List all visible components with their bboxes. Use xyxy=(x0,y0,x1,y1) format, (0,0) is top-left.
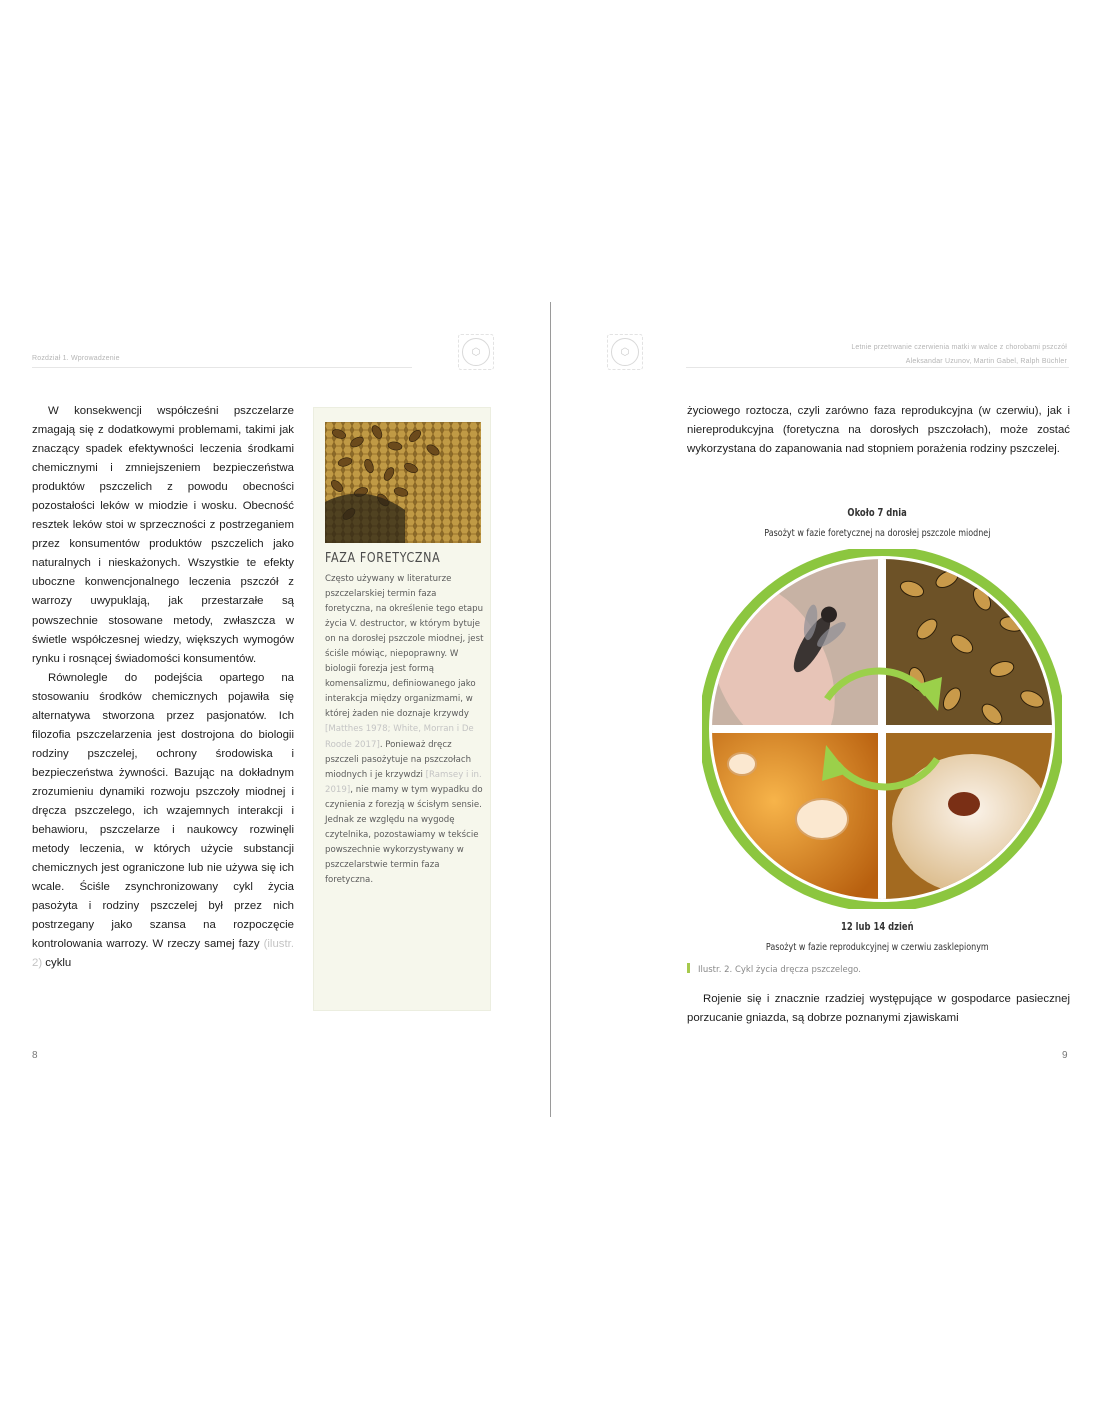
caption-marker xyxy=(687,963,690,973)
hexagon-icon: ⬡ xyxy=(471,346,481,358)
figure-reference: (ilustr. 2) xyxy=(32,938,294,970)
citation-2: [Ramsey i in. 2019] xyxy=(325,769,482,795)
bees-on-honeycomb-photo xyxy=(325,422,481,543)
varroa-mite xyxy=(948,792,980,816)
paragraph-text: Równolegle do podejścia opartego na stosowaniu środków chemicznych pojawiła się alternatywa stworzona przez pasjonatów. Ich filozofia pszczelarzenia jest dostrojona do biologii rodziny pszczelej, ochrony środowiska i bezpieczeństwa żywności. Bazując na dokładnym zrozumieniu dynamiki rozwoju pszczoły miodnej i dręcza pszczelego, ich wzajemnych interakcji i behawioru, pszczelarze i naukowcy rozwinęli metody leczenia, w których użycie substancji chemicznych jest ograniczone lub nie używa się ich wcale. Ściśle zsynchronizowany cykl życia pasożyta i rodziny pszczelej był przez nich postrzegany jako szansa na rozpoczęcie kontrolowania warrozy. W rzeczy samej fazy xyxy=(32,671,294,951)
right-header-rule xyxy=(686,367,1069,368)
right-page-number: 9 xyxy=(1062,1050,1068,1061)
paragraph: życiowego roztocza, czyli zarówno faza reprodukcyjna (w czerwiu), jak i niereprodukcyjna (foretyczna na dorosłych pszczołach), może zostać wykorzystana do zapanowania nad stopniem porażenia rodziny pszczelej. xyxy=(687,405,1070,456)
left-page-number: 8 xyxy=(32,1050,38,1061)
left-paragraph-1: W konsekwencji współcześni pszczelarze zmagają się z dodatkowymi problemami, takimi jak znaczący spadek efektywności leczenia środkami chemicznymi i zmniejszeniem bezpieczeństwa produktów pszczelich z powodu obecności pozostałości leków w miodzie i wosku. Obecność resztek leków stoi w sprzeczności z postrzeganiem przez konsumentów produktów pszczelich jako naturalnych i nieskażonych. Wszystkie te efekty uboczne konwencjonalnego leczenia pszczół z warrozy uwypuklają, jak przestarzałe są powszechnie stosowane metody, zwłaszcza w świetle współczesnej wiedzy, większych wymogów rynku i rosnącej świadomości konsumentów. xyxy=(32,405,294,665)
sidebar-text-part-2: . Ponieważ dręcz pszczeli pasożytuje na pszczołach miodnych i je krzywdzi xyxy=(325,739,472,780)
right-paragraph-1 xyxy=(687,402,1070,459)
sidebar-box xyxy=(313,407,491,1011)
right-running-head-title: Letnie przetrwanie czerwienia matki w walce z chorobami pszczół xyxy=(851,344,1067,351)
left-body-text xyxy=(32,402,294,973)
figure-bottom-label xyxy=(684,915,1070,954)
right-running-head-authors: Aleksandar Uzunov, Martin Gabel, Ralph Büchler xyxy=(905,358,1067,365)
book-gutter xyxy=(550,302,551,1117)
sidebar-text xyxy=(325,572,485,888)
left-running-head: Rozdział 1. Wprowadzenie xyxy=(32,355,120,362)
citation-1: [Matthes 1978; White, Morran i De Roode 2017] xyxy=(325,724,474,750)
figure-bottom-description: Pasożyt w fazie reprodukcyjnej w czerwiu zasklepionym xyxy=(765,942,989,953)
paragraph: Rojenie się i znacznie rzadziej występujące w gospodarce pasiecznej porzucanie gniazda, są dobrze poznanymi zjawiskami xyxy=(687,993,1070,1025)
sidebar-text-part-1: Często używany w literaturze pszczelarskiej termin faza foretyczna, na określenie tego etapu życia V. destructor, w którym bytuje on na dorosłej pszczole miodnej, jest ściśle mówiąc, niepoprawny. W biologii forezja jest formą komensalizmu, definiowanego jako interakcja między organizmami, w której żaden nie doznaje krzywdy xyxy=(325,574,484,720)
figure-caption-text: Ilustr. 2. Cykl życia dręcza pszczelego. xyxy=(698,965,861,975)
right-running-head xyxy=(851,341,1067,369)
figure-bottom-day: 12 lub 14 dzień xyxy=(840,921,914,933)
figure-top-label xyxy=(684,501,1070,540)
right-paragraph-2 xyxy=(687,990,1070,1028)
life-cycle-diagram xyxy=(702,549,1062,909)
paragraph-text-end: cyklu xyxy=(42,957,72,970)
left-paragraph-2 xyxy=(32,669,294,974)
figure-top-description: Pasożyt w fazie foretycznej na dorosłej pszczole miodnej xyxy=(763,528,991,539)
left-chapter-emblem xyxy=(462,338,490,366)
hexagon-icon: ⬡ xyxy=(620,346,630,358)
sidebar-text-part-3: , nie mamy w tym wypadku do czynienia z forezją w ścisłym sensie. Jednak ze względu na wygodę czytelnika, pozostawiamy w tekście powszechnie wykorzystywany w pszczelarstwie termin faza foretyczna. xyxy=(325,784,483,885)
figure-caption xyxy=(687,963,861,975)
figure-top-day: Około 7 dnia xyxy=(847,507,907,519)
right-chapter-emblem xyxy=(611,338,639,366)
sidebar-title: FAZA FORETYCZNA xyxy=(325,550,441,566)
left-header-rule xyxy=(32,367,412,368)
